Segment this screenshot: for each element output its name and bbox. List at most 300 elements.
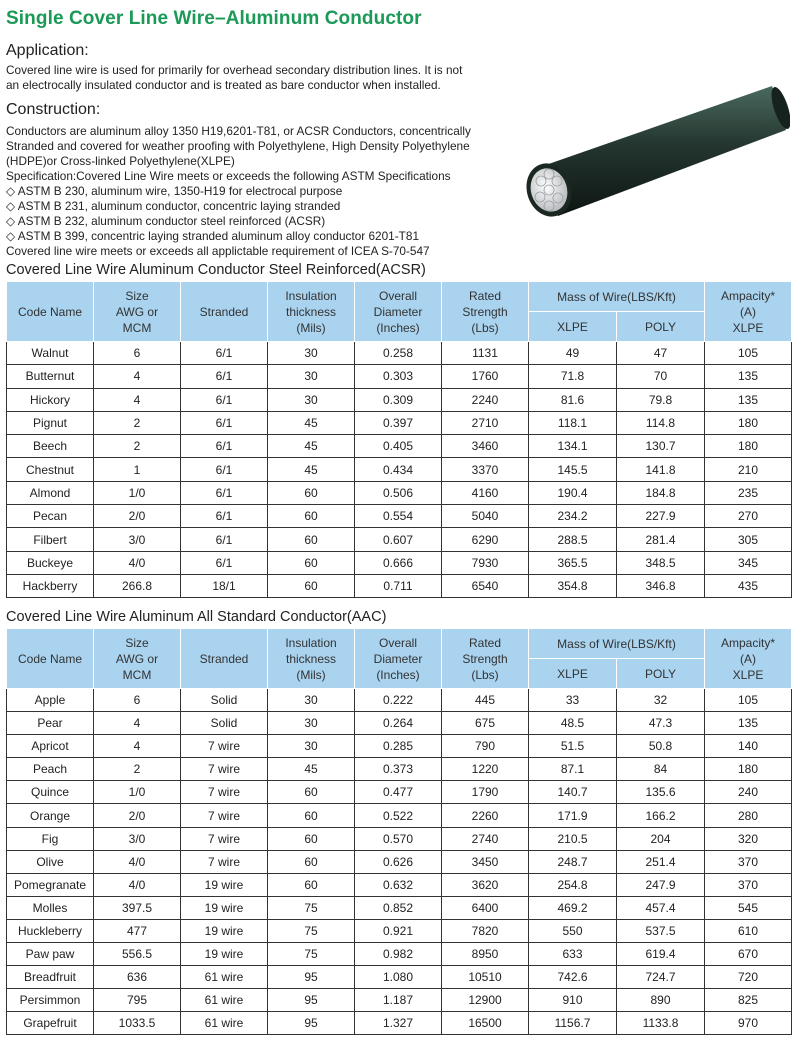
cell-insulation: 60 (268, 873, 355, 896)
table-row (7, 574, 792, 597)
cell-strength: 3620 (442, 873, 529, 896)
table-row (7, 505, 792, 528)
cell-diameter: 0.303 (355, 365, 442, 388)
cell-size: 477 (94, 919, 181, 942)
cell-code-name: Walnut (7, 342, 94, 365)
cell-ampacity: 135 (705, 365, 792, 388)
cell-strength: 2240 (442, 388, 529, 411)
table-row (7, 735, 792, 758)
cell-stranded: 19 wire (181, 896, 268, 919)
cell-size: 6 (94, 689, 181, 712)
cell-diameter: 0.405 (355, 435, 442, 458)
cell-mass-xlpe: 145.5 (529, 458, 617, 481)
cell-ampacity: 270 (705, 505, 792, 528)
header-ampacity-line: Ampacity* (720, 635, 776, 650)
header-diameter-line: Overall (378, 288, 417, 303)
table-row (7, 689, 792, 712)
cell-mass-xlpe: 288.5 (529, 528, 617, 551)
cell-mass-xlpe: 469.2 (529, 896, 617, 919)
construction-line: Conductors are aluminum alloy 1350 H19,6201-T81, or ACSR Conductors, concentrically (6, 124, 471, 138)
header-insulation-line: Insulation (285, 635, 337, 650)
cell-size: 795 (94, 989, 181, 1012)
cell-ampacity: 135 (705, 712, 792, 735)
header-diameter-line: Diameter (373, 304, 423, 319)
header-xlpe: XLPE (529, 312, 617, 342)
cell-ampacity: 720 (705, 966, 792, 989)
header-insulation (268, 629, 355, 689)
header-diameter-line: Overall (378, 635, 417, 650)
header-ampacity (705, 629, 792, 689)
cell-diameter: 0.506 (355, 481, 442, 504)
cell-insulation: 95 (268, 989, 355, 1012)
cell-code-name: Buckeye (7, 551, 94, 574)
cell-diameter: 0.264 (355, 712, 442, 735)
cell-stranded: 7 wire (181, 827, 268, 850)
table-row (7, 896, 792, 919)
cell-strength: 8950 (442, 943, 529, 966)
table-row (7, 411, 792, 434)
cell-strength: 7820 (442, 919, 529, 942)
application-line: an electrocally insulated conductor and is treated as bare conductor when installed. (6, 78, 441, 92)
cell-diameter: 0.477 (355, 781, 442, 804)
table-row (7, 804, 792, 827)
cell-size: 4 (94, 388, 181, 411)
page-title: Single Cover Line Wire–Aluminum Conductor (6, 8, 422, 29)
cell-mass-xlpe: 51.5 (529, 735, 617, 758)
header-size (94, 282, 181, 342)
cell-code-name: Quince (7, 781, 94, 804)
cell-ampacity: 610 (705, 919, 792, 942)
header-size-line: AWG or (115, 304, 159, 319)
cell-strength: 790 (442, 735, 529, 758)
construction-heading: Construction: (6, 101, 101, 118)
cell-mass-poly: 79.8 (617, 388, 705, 411)
cell-size: 1/0 (94, 781, 181, 804)
cell-strength: 16500 (442, 1012, 529, 1035)
table-row (7, 827, 792, 850)
cell-code-name: Pomegranate (7, 873, 94, 896)
cell-mass-xlpe: 171.9 (529, 804, 617, 827)
header-size-line: Size (125, 288, 149, 303)
cell-diameter: 0.434 (355, 458, 442, 481)
cell-mass-poly: 348.5 (617, 551, 705, 574)
header-stranded: Stranded (181, 282, 268, 342)
cell-mass-xlpe: 33 (529, 689, 617, 712)
table-row (7, 781, 792, 804)
cell-code-name: Peach (7, 758, 94, 781)
application-heading: Application: (6, 42, 89, 59)
cell-size: 266.8 (94, 574, 181, 597)
cell-insulation: 95 (268, 966, 355, 989)
table-row (7, 551, 792, 574)
cell-mass-poly: 47.3 (617, 712, 705, 735)
table-row (7, 481, 792, 504)
cell-diameter: 0.666 (355, 551, 442, 574)
table-row (7, 435, 792, 458)
cell-strength: 2710 (442, 411, 529, 434)
header-insulation-line: thickness (285, 651, 337, 666)
cell-insulation: 60 (268, 781, 355, 804)
cell-stranded: 6/1 (181, 342, 268, 365)
table-row (7, 528, 792, 551)
cell-size: 2 (94, 411, 181, 434)
header-size (94, 629, 181, 689)
cell-code-name: Grapefruit (7, 1012, 94, 1035)
cell-stranded: 7 wire (181, 850, 268, 873)
construction-line: ◇ ASTM B 232, aluminum conductor steel reinforced (ACSR) (6, 214, 326, 228)
aac-table-title: Covered Line Wire Aluminum All Standard Conductor(AAC) (6, 609, 387, 625)
cell-stranded: 18/1 (181, 574, 268, 597)
cell-code-name: Huckleberry (7, 919, 94, 942)
cell-insulation: 30 (268, 388, 355, 411)
cell-strength: 675 (442, 712, 529, 735)
cell-code-name: Pignut (7, 411, 94, 434)
cell-stranded: 6/1 (181, 435, 268, 458)
header-strength-line: Strength (462, 304, 508, 319)
cell-mass-poly: 247.9 (617, 873, 705, 896)
cell-insulation: 30 (268, 712, 355, 735)
cell-strength: 3460 (442, 435, 529, 458)
header-diameter-line: (Inches) (376, 667, 420, 682)
cell-strength: 6290 (442, 528, 529, 551)
cell-mass-poly: 457.4 (617, 896, 705, 919)
table-row (7, 989, 792, 1012)
cell-diameter: 0.982 (355, 943, 442, 966)
cell-diameter: 0.607 (355, 528, 442, 551)
header-code-name: Code Name (7, 282, 94, 342)
cell-diameter: 0.632 (355, 873, 442, 896)
cell-size: 4 (94, 712, 181, 735)
cell-insulation: 75 (268, 943, 355, 966)
cell-mass-xlpe: 81.6 (529, 388, 617, 411)
cell-code-name: Fig (7, 827, 94, 850)
cell-ampacity: 970 (705, 1012, 792, 1035)
header-stranded: Stranded (181, 629, 268, 689)
cell-stranded: 6/1 (181, 481, 268, 504)
header-diameter (355, 282, 442, 342)
cell-insulation: 60 (268, 804, 355, 827)
cell-size: 636 (94, 966, 181, 989)
cell-code-name: Pear (7, 712, 94, 735)
cell-ampacity: 370 (705, 850, 792, 873)
cell-insulation: 45 (268, 411, 355, 434)
cell-ampacity: 670 (705, 943, 792, 966)
cell-code-name: Pecan (7, 505, 94, 528)
cell-diameter: 0.711 (355, 574, 442, 597)
cell-mass-poly: 204 (617, 827, 705, 850)
application-line: Covered line wire is used for primarily for overhead secondary distribution lines. It is not (6, 63, 463, 77)
cell-diameter: 1.327 (355, 1012, 442, 1035)
cell-stranded: 19 wire (181, 943, 268, 966)
cell-code-name: Breadfruit (7, 966, 94, 989)
cell-diameter: 0.285 (355, 735, 442, 758)
cell-mass-xlpe: 248.7 (529, 850, 617, 873)
header-strength-line: Strength (462, 651, 508, 666)
cell-mass-xlpe: 254.8 (529, 873, 617, 896)
header-insulation-line: Insulation (285, 288, 337, 303)
header-strength-line: Rated (468, 288, 502, 303)
construction-line: Covered line wire meets or exceeds all applictable requirement of ICEA S-70-547 (6, 244, 430, 258)
header-insulation-line: thickness (285, 304, 337, 319)
cell-stranded: 6/1 (181, 505, 268, 528)
cell-strength: 1760 (442, 365, 529, 388)
cell-mass-xlpe: 140.7 (529, 781, 617, 804)
cell-size: 4 (94, 365, 181, 388)
cell-size: 3/0 (94, 528, 181, 551)
header-strength-line: (Lbs) (471, 667, 499, 682)
cell-code-name: Beech (7, 435, 94, 458)
cell-mass-poly: 50.8 (617, 735, 705, 758)
cell-strength: 2740 (442, 827, 529, 850)
cell-diameter: 0.373 (355, 758, 442, 781)
header-mass: Mass of Wire(LBS/Kft) (529, 629, 705, 659)
cell-ampacity: 825 (705, 989, 792, 1012)
cell-stranded: 7 wire (181, 804, 268, 827)
table-row (7, 873, 792, 896)
cell-strength: 3370 (442, 458, 529, 481)
acsr-table-title: Covered Line Wire Aluminum Conductor Steel Reinforced(ACSR) (6, 262, 426, 278)
header-diameter (355, 629, 442, 689)
cell-stranded: 6/1 (181, 365, 268, 388)
cell-mass-xlpe: 49 (529, 342, 617, 365)
cell-diameter: 1.080 (355, 966, 442, 989)
cell-diameter: 0.222 (355, 689, 442, 712)
header-insulation-line: (Mils) (296, 667, 326, 682)
cell-strength: 1790 (442, 781, 529, 804)
cell-mass-poly: 84 (617, 758, 705, 781)
cell-mass-xlpe: 633 (529, 943, 617, 966)
cell-stranded: 19 wire (181, 873, 268, 896)
cell-insulation: 45 (268, 458, 355, 481)
cell-mass-xlpe: 48.5 (529, 712, 617, 735)
cell-mass-poly: 619.4 (617, 943, 705, 966)
cell-insulation: 75 (268, 896, 355, 919)
construction-line: ◇ ASTM B 399, concentric laying stranded aluminum alloy conductor 6201-T81 (6, 229, 420, 243)
construction-line: Specification:Covered Line Wire meets or exceeds the following ASTM Specifications (6, 169, 451, 183)
header-ampacity-line: XLPE (732, 320, 764, 335)
cell-size: 1033.5 (94, 1012, 181, 1035)
cell-mass-poly: 135.6 (617, 781, 705, 804)
cell-diameter: 0.397 (355, 411, 442, 434)
table-row (7, 943, 792, 966)
cell-diameter: 0.852 (355, 896, 442, 919)
cell-code-name: Hickory (7, 388, 94, 411)
cell-mass-poly: 32 (617, 689, 705, 712)
cell-mass-poly: 70 (617, 365, 705, 388)
header-size-line: MCM (122, 667, 152, 682)
cell-stranded: 7 wire (181, 758, 268, 781)
table-row (7, 712, 792, 735)
table-row (7, 850, 792, 873)
cell-strength: 4160 (442, 481, 529, 504)
cell-mass-poly: 724.7 (617, 966, 705, 989)
cell-strength: 1131 (442, 342, 529, 365)
cell-diameter: 0.921 (355, 919, 442, 942)
cell-strength: 10510 (442, 966, 529, 989)
cell-mass-xlpe: 210.5 (529, 827, 617, 850)
cell-diameter: 0.309 (355, 388, 442, 411)
aac-table (6, 628, 792, 1035)
cable-image (520, 82, 790, 222)
cell-ampacity: 235 (705, 481, 792, 504)
cell-mass-poly: 890 (617, 989, 705, 1012)
table-row (7, 458, 792, 481)
cell-stranded: 6/1 (181, 458, 268, 481)
application-text (6, 63, 462, 93)
cell-ampacity: 210 (705, 458, 792, 481)
header-mass: Mass of Wire(LBS/Kft) (529, 282, 705, 312)
cell-diameter: 0.258 (355, 342, 442, 365)
cell-stranded: Solid (181, 689, 268, 712)
cell-strength: 6540 (442, 574, 529, 597)
cell-insulation: 30 (268, 342, 355, 365)
cell-strength: 5040 (442, 505, 529, 528)
table-row (7, 1012, 792, 1035)
cell-size: 2/0 (94, 505, 181, 528)
cell-mass-poly: 1133.8 (617, 1012, 705, 1035)
cell-stranded: Solid (181, 712, 268, 735)
cell-size: 556.5 (94, 943, 181, 966)
cell-mass-poly: 184.8 (617, 481, 705, 504)
cell-insulation: 45 (268, 758, 355, 781)
header-strength (442, 282, 529, 342)
table-row (7, 365, 792, 388)
cell-stranded: 61 wire (181, 966, 268, 989)
cell-mass-xlpe: 71.8 (529, 365, 617, 388)
cell-insulation: 60 (268, 505, 355, 528)
cell-ampacity: 345 (705, 551, 792, 574)
cell-size: 2/0 (94, 804, 181, 827)
cell-insulation: 60 (268, 481, 355, 504)
cell-size: 4/0 (94, 551, 181, 574)
cell-insulation: 60 (268, 528, 355, 551)
construction-line: ◇ ASTM B 230, aluminum wire, 1350-H19 for electrocal purpose (6, 184, 343, 198)
cell-insulation: 75 (268, 919, 355, 942)
cell-code-name: Almond (7, 481, 94, 504)
cell-code-name: Orange (7, 804, 94, 827)
cell-mass-xlpe: 742.6 (529, 966, 617, 989)
cell-code-name: Olive (7, 850, 94, 873)
cell-mass-xlpe: 365.5 (529, 551, 617, 574)
cell-mass-xlpe: 550 (529, 919, 617, 942)
cell-ampacity: 545 (705, 896, 792, 919)
acsr-table (6, 281, 792, 598)
cell-mass-poly: 251.4 (617, 850, 705, 873)
cell-mass-xlpe: 190.4 (529, 481, 617, 504)
cell-diameter: 0.554 (355, 505, 442, 528)
cell-insulation: 30 (268, 689, 355, 712)
cell-code-name: Chestnut (7, 458, 94, 481)
cell-mass-xlpe: 134.1 (529, 435, 617, 458)
construction-line: ◇ ASTM B 231, aluminum conductor, concentric laying stranded (6, 199, 341, 213)
cell-diameter: 0.522 (355, 804, 442, 827)
cell-stranded: 6/1 (181, 411, 268, 434)
cell-size: 1/0 (94, 481, 181, 504)
cell-diameter: 1.187 (355, 989, 442, 1012)
cell-size: 4/0 (94, 850, 181, 873)
cell-ampacity: 180 (705, 411, 792, 434)
construction-text (6, 124, 471, 259)
cell-size: 1 (94, 458, 181, 481)
header-ampacity-line: XLPE (732, 667, 764, 682)
cell-mass-poly: 130.7 (617, 435, 705, 458)
cell-mass-poly: 537.5 (617, 919, 705, 942)
cell-code-name: Butternut (7, 365, 94, 388)
cell-size: 6 (94, 342, 181, 365)
header-size-line: AWG or (115, 651, 159, 666)
header-ampacity-line: Ampacity* (720, 288, 776, 303)
table-row (7, 919, 792, 942)
cell-size: 4/0 (94, 873, 181, 896)
cell-ampacity: 105 (705, 689, 792, 712)
header-xlpe: XLPE (529, 659, 617, 689)
cell-mass-poly: 227.9 (617, 505, 705, 528)
cell-insulation: 95 (268, 1012, 355, 1035)
construction-line: Stranded and covered for weather proofing with Polyethylene, High Density Polyethylene (6, 139, 470, 153)
cell-strength: 6400 (442, 896, 529, 919)
header-strength (442, 629, 529, 689)
cell-stranded: 61 wire (181, 989, 268, 1012)
cell-insulation: 60 (268, 827, 355, 850)
table-row (7, 388, 792, 411)
header-diameter-line: Diameter (373, 651, 423, 666)
cell-mass-xlpe: 354.8 (529, 574, 617, 597)
cell-strength: 3450 (442, 850, 529, 873)
table-row (7, 966, 792, 989)
cell-size: 4 (94, 735, 181, 758)
cell-insulation: 60 (268, 551, 355, 574)
cell-code-name: Apricot (7, 735, 94, 758)
header-poly: POLY (617, 312, 705, 342)
cell-mass-poly: 141.8 (617, 458, 705, 481)
cell-stranded: 6/1 (181, 551, 268, 574)
cell-insulation: 60 (268, 850, 355, 873)
cell-ampacity: 305 (705, 528, 792, 551)
cell-stranded: 7 wire (181, 735, 268, 758)
cell-size: 2 (94, 435, 181, 458)
table-row (7, 758, 792, 781)
cell-code-name: Hackberry (7, 574, 94, 597)
cell-ampacity: 280 (705, 804, 792, 827)
cell-mass-poly: 114.8 (617, 411, 705, 434)
header-strength-line: Rated (468, 635, 502, 650)
cell-size: 397.5 (94, 896, 181, 919)
cell-stranded: 6/1 (181, 388, 268, 411)
cell-mass-poly: 346.8 (617, 574, 705, 597)
cell-mass-poly: 281.4 (617, 528, 705, 551)
header-size-line: MCM (122, 320, 152, 335)
cell-mass-poly: 47 (617, 342, 705, 365)
cell-code-name: Paw paw (7, 943, 94, 966)
cell-ampacity: 370 (705, 873, 792, 896)
cell-strength: 1220 (442, 758, 529, 781)
header-ampacity (705, 282, 792, 342)
cell-diameter: 0.570 (355, 827, 442, 850)
cell-ampacity: 435 (705, 574, 792, 597)
header-ampacity-line: (A) (740, 304, 756, 319)
cell-insulation: 30 (268, 365, 355, 388)
cell-strength: 12900 (442, 989, 529, 1012)
cell-ampacity: 180 (705, 435, 792, 458)
cell-stranded: 6/1 (181, 528, 268, 551)
cell-mass-xlpe: 1156.7 (529, 1012, 617, 1035)
table-row (7, 342, 792, 365)
header-diameter-line: (Inches) (376, 320, 420, 335)
header-insulation-line: (Mils) (296, 320, 326, 335)
header-strength-line: (Lbs) (471, 320, 499, 335)
cell-insulation: 30 (268, 735, 355, 758)
cell-stranded: 7 wire (181, 781, 268, 804)
